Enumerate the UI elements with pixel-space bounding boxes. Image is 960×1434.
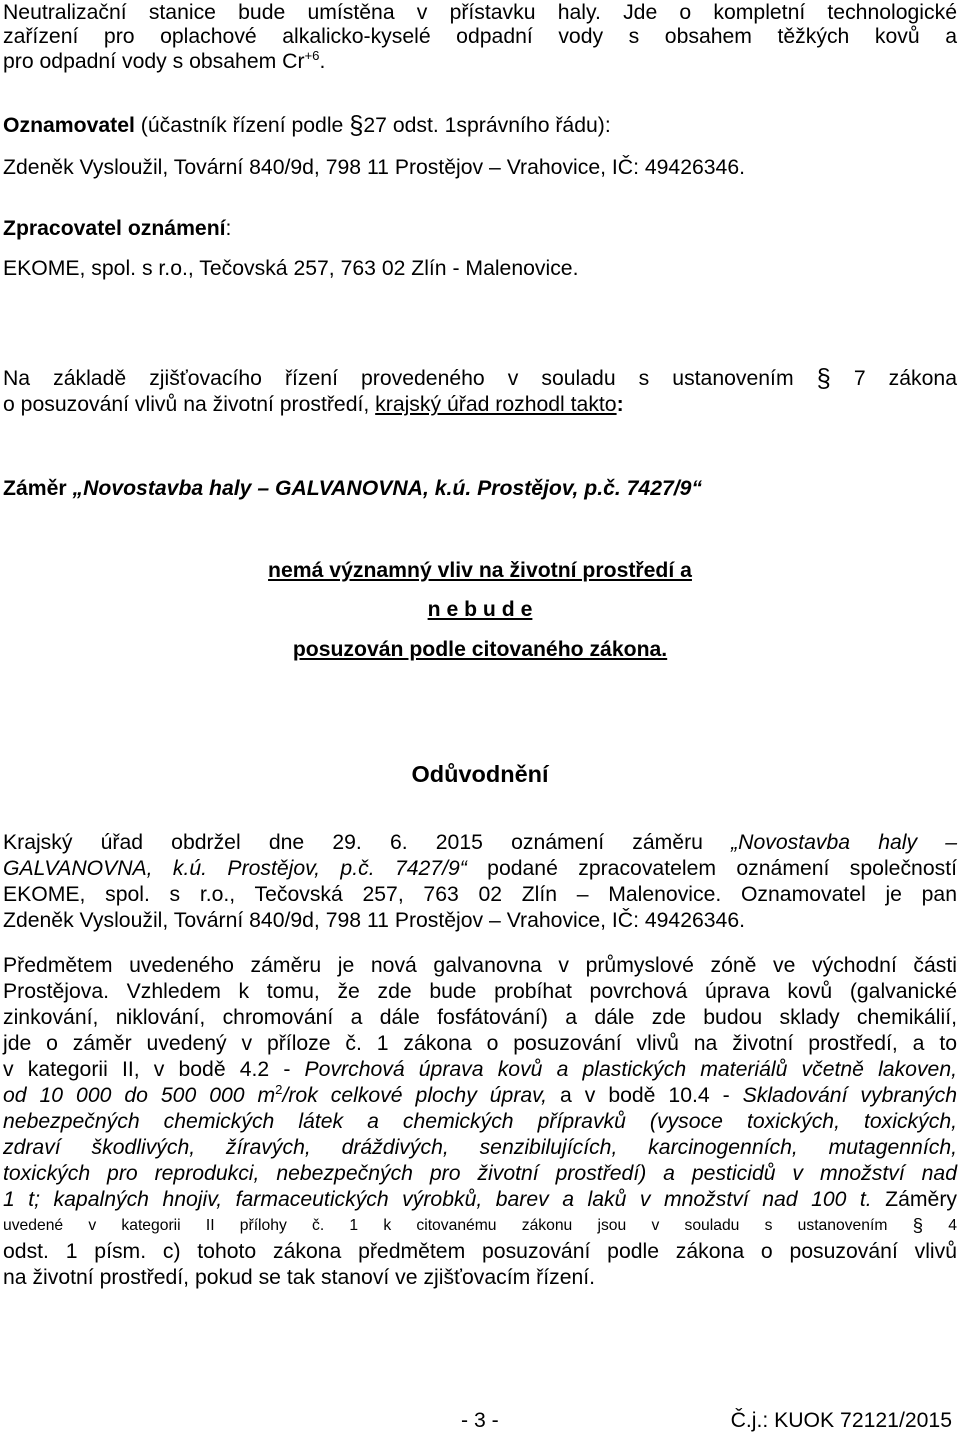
decision-phrase: krajský úřad rozhodl takto [375, 393, 617, 416]
verdict-line-2: n e b u d e [427, 598, 533, 621]
reasoning-heading: Odůvodnění [411, 761, 549, 787]
intro-line-2: zařízení pro oplachové alkalicko-kyselé odpadní vody s obsahem těžkých kovů a [3, 25, 957, 48]
reasoning-p1-line-2: GALVANOVNA, k.ú. Prostějov, p.č. 7427/9“ podané zpracovatelem oznámení společností [3, 857, 957, 880]
notifier-heading: Oznamovatel (účastník řízení podle §27 odst. 1správního řádu): [3, 112, 611, 141]
reasoning-p2-line-13: na životní prostředí, pokud se tak stanoví ve zjišťovacím řízení. [3, 1266, 596, 1289]
page-number: - 3 - [461, 1409, 499, 1432]
reference-number: Č.j.: KUOK 72121/2015 [730, 1409, 952, 1432]
verdict-line-1: nemá významný vliv na životní prostředí a [268, 559, 692, 582]
reasoning-p2-line-12: odst. 1 písm. c) tohoto zákona předmětem posuzování podle zákona o posuzování vlivů [3, 1240, 957, 1263]
section-symbol: § [912, 1214, 924, 1236]
reasoning-p2-line-7: nebezpečných chemických látek a chemických přípravků (vysoce toxických, toxických, [3, 1110, 957, 1133]
decision-line-2: o posuzování vlivů na životní prostředí, krajský úřad rozhodl takto: [3, 393, 624, 416]
reasoning-p2-line-6: od 10 000 do 500 000 $m^2$/rok celkové plochy úprav, a v bodě 10.4 - Skladování vybraných [3, 1081, 957, 1107]
project-label: Záměr [3, 477, 67, 500]
reasoning-p1-line-3: EKOME, spol. s r.o., Tečovská 257, 763 02 Zlín – Malenovice. Oznamovatel je pan [3, 883, 957, 906]
reasoning-p2-line-4: jde o záměr uvedený v příloze č. 1 zákona o posuzování vlivů na životní prostředí, a to [3, 1032, 957, 1055]
reasoning-p2-line-11: uvedené v kategorii II přílohy č. 1 k citovanému zákonu jsou v souladu s ustanovením § 4 [3, 1214, 958, 1236]
reasoning-p2-line-9: toxických pro reprodukci, nebezpečných pro životní prostředí) a pesticidů v množství nad [3, 1162, 957, 1185]
processor-label: Zpracovatel oznámení [3, 217, 226, 240]
reasoning-p2-line-1: Předmětem uvedeného záměru je nová galvanovna v průmyslové zóně ve východní části [3, 954, 957, 977]
processor-details: EKOME, spol. s r.o., Tečovská 257, 763 02 Zlín - Malenovice. [3, 257, 579, 280]
reasoning-p2-line-10: 1 t; kapalných hnojiv, farmaceutických výrobků, barev a laků v množství nad 100 t. Záměry [3, 1188, 957, 1211]
notifier-label: Oznamovatel [3, 114, 135, 137]
reasoning-p2-line-5: v kategorii II, v bodě 4.2 - Povrchová úprava kovů a plastických materiálů včetně lakoven, [3, 1058, 958, 1081]
notifier-details: Zdeněk Vysloužil, Tovární 840/9d, 798 11 Prostějov – Vrahovice, IČ: 49426346. [3, 156, 746, 179]
oxidation-state: +6 [304, 47, 320, 63]
verdict-line-3: posuzován podle citovaného zákona. [292, 638, 668, 661]
project-name: „Novostavba haly – GALVANOVNA, k.ú. Prostějov, p.č. 7427/9“ [66, 477, 703, 500]
reasoning-p2-line-3: zinkování, niklování, chromování a dále fosfátování) a dále zde budou sklady chemikálií, [3, 1006, 957, 1029]
reasoning-p2-line-2: Prostějova. Vzhledem k tomu, že zde bude probíhat povrchová úprava kovů (galvanické [3, 980, 957, 1003]
section-symbol: § [816, 365, 831, 394]
intro-line-1: Neutralizační stanice bude umístěna v přístavku haly. Jde o kompletní technologické [3, 1, 957, 24]
intro-line-3: pro odpadní vody s obsahem $Cr^{+6}$. [3, 47, 326, 73]
reasoning-p1-line-1: Krajský úřad obdržel dne 29. 6. 2015 oznámení záměru „Novostavba haly – [3, 831, 958, 854]
processor-heading: Zpracovatel oznámení: [3, 217, 232, 240]
project-title [3, 476, 957, 502]
section-symbol: § [349, 112, 364, 141]
decision-line-1: Na základě zjišťovacího řízení provedeného v souladu s ustanovením § 7 zákona [3, 365, 957, 394]
reasoning-p1-line-4: Zdeněk Vysloužil, Tovární 840/9d, 798 11 Prostějov – Vrahovice, IČ: 49426346. [3, 909, 746, 932]
reasoning-p2-line-8: zdraví škodlivých, žíravých, dráždivých, senzibilujících, karcinogenních, mutagenních, [3, 1136, 957, 1159]
